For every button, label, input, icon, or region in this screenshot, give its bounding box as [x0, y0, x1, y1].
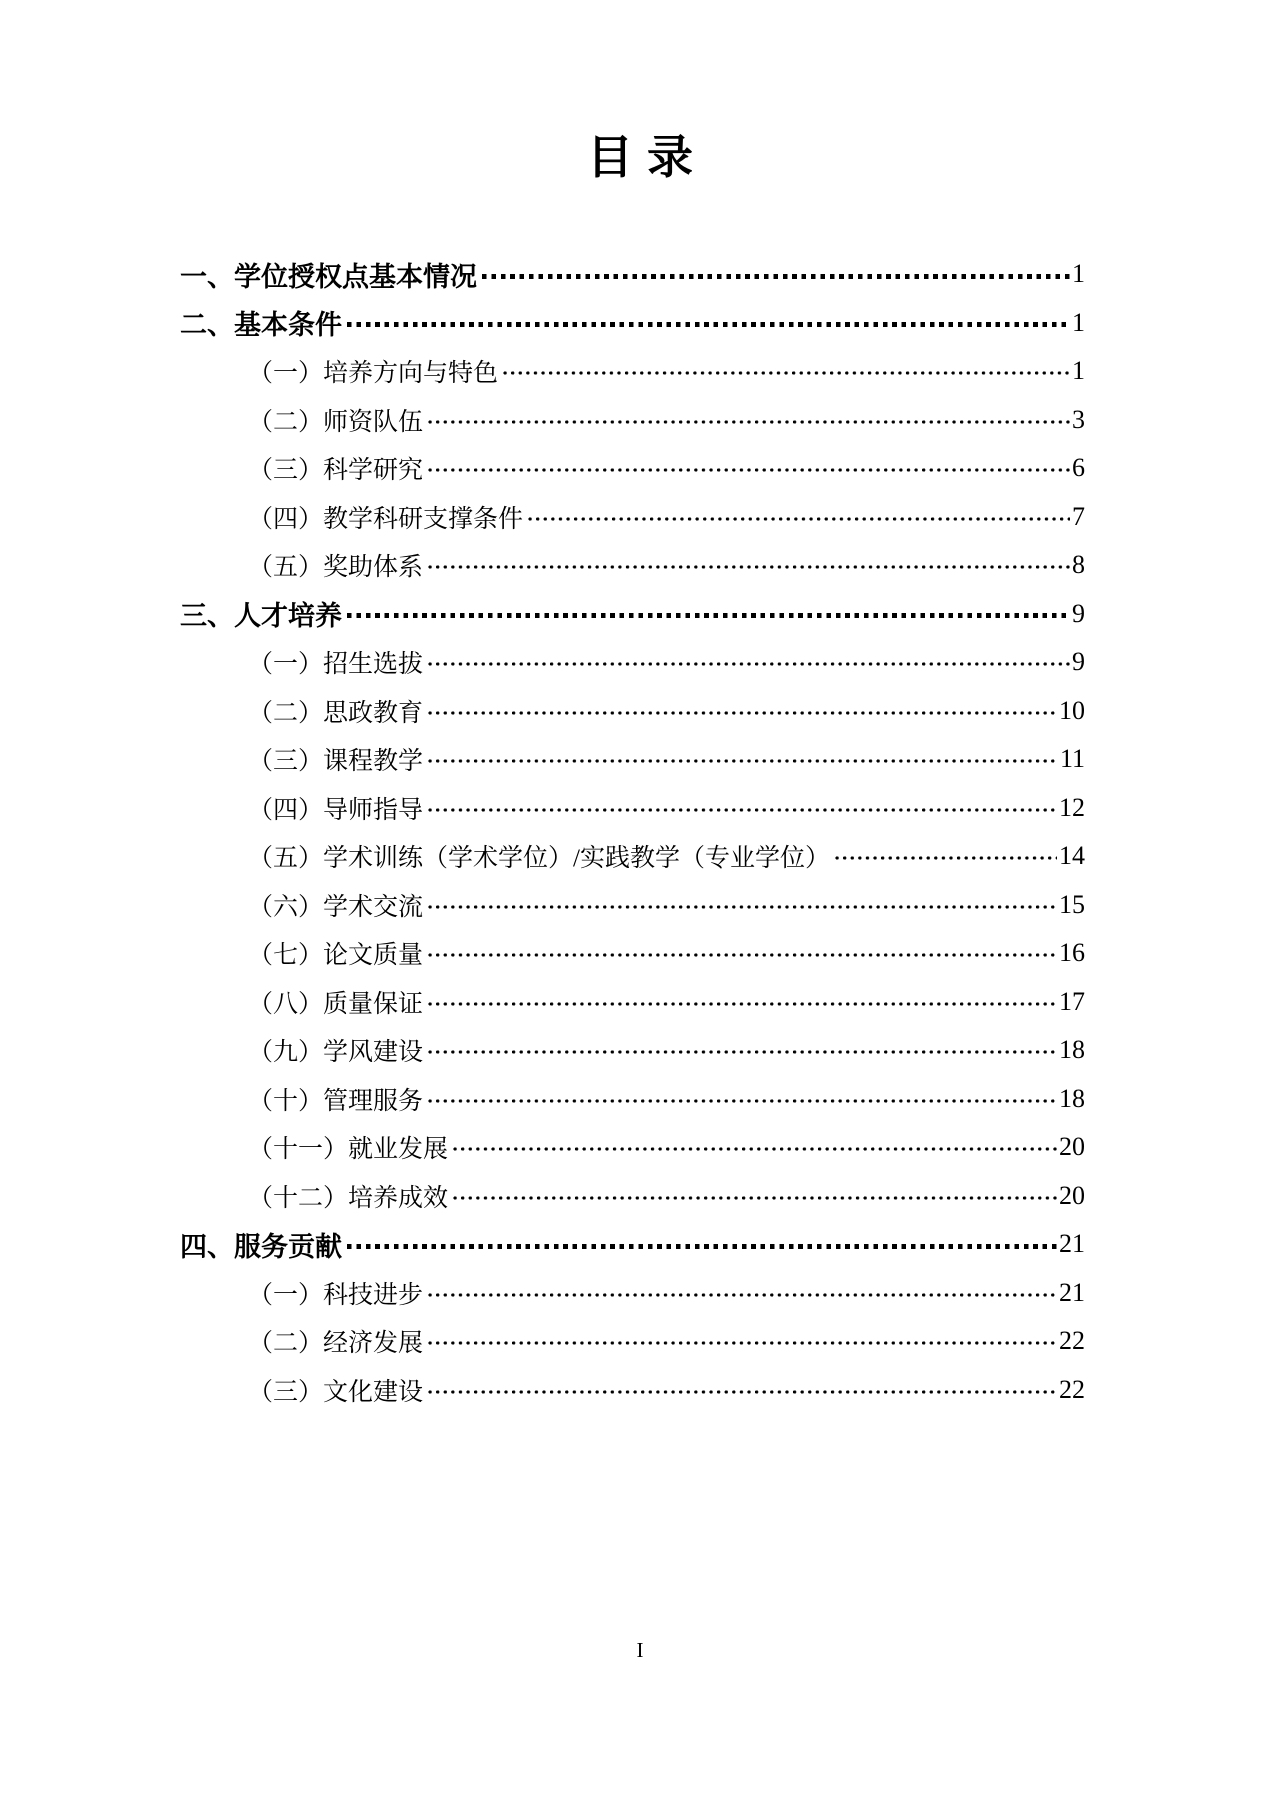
toc-page-number: 12 — [1059, 792, 1085, 822]
toc-row — [180, 1317, 1085, 1366]
toc-page-number: 11 — [1059, 744, 1085, 774]
toc-page-number: 22 — [1059, 1374, 1085, 1404]
dot-leader — [482, 274, 1070, 279]
toc-row — [180, 638, 1085, 687]
toc-page-number: 3 — [1072, 404, 1085, 434]
toc-row — [180, 590, 1085, 639]
toc-row — [180, 687, 1085, 736]
toc-entry-label: （六）学术交流 — [248, 893, 424, 921]
toc-row — [180, 735, 1085, 784]
dot-leader — [347, 1244, 1057, 1249]
toc-entry-label: （四）导师指导 — [248, 796, 424, 824]
toc-entry-label: （九）学风建设 — [248, 1039, 424, 1067]
toc-entry-label: （五）学术训练（学术学位）/实践教学（专业学位） — [248, 845, 830, 873]
dot-leader — [453, 1147, 1057, 1151]
toc-entry-label: 三、人才培养 — [180, 601, 342, 632]
dot-leader — [428, 905, 1057, 909]
toc-page-number: 15 — [1059, 889, 1085, 919]
toc-entry-label: （八）质量保证 — [248, 990, 424, 1018]
toc-row — [180, 299, 1085, 348]
toc-row — [180, 1172, 1085, 1221]
toc-page-number: 18 — [1059, 1083, 1085, 1113]
dot-leader — [347, 322, 1070, 327]
toc-entry-label: （二）经济发展 — [248, 1330, 424, 1358]
dot-leader — [428, 565, 1070, 569]
page-title: 目录 — [587, 131, 707, 183]
dot-leader — [428, 1390, 1057, 1394]
toc-page-number: 1 — [1072, 356, 1085, 386]
toc-row — [180, 1075, 1085, 1124]
toc-page-number: 22 — [1059, 1326, 1085, 1356]
toc-entry-label: （一）招生选拔 — [248, 651, 424, 679]
dot-leader — [528, 517, 1070, 521]
dot-leader — [428, 468, 1070, 472]
toc-entry-label: （五）奖助体系 — [248, 554, 424, 582]
dot-leader — [428, 808, 1057, 812]
toc-row — [180, 1220, 1085, 1269]
dot-leader — [428, 1293, 1057, 1297]
dot-leader — [428, 711, 1057, 715]
toc-page-number: 20 — [1059, 1132, 1085, 1162]
toc-page-number: 1 — [1072, 259, 1085, 289]
toc-row — [180, 832, 1085, 881]
toc-entry-label: （十二）培养成效 — [248, 1184, 449, 1212]
toc-entry-label: 四、服务贡献 — [180, 1231, 342, 1262]
dot-leader — [503, 371, 1070, 375]
toc-entry-label: （一）培养方向与特色 — [248, 360, 499, 388]
toc-row — [180, 396, 1085, 445]
toc-entry-label: （三）科学研究 — [248, 457, 424, 485]
toc-row — [180, 1366, 1085, 1415]
dot-leader — [428, 1050, 1057, 1054]
toc-entry-label: （四）教学科研支撑条件 — [248, 505, 524, 533]
toc-page-number: 21 — [1059, 1277, 1085, 1307]
dot-leader — [428, 953, 1057, 957]
toc-row — [180, 541, 1085, 590]
toc-entry-label: （七）论文质量 — [248, 942, 424, 970]
toc-entry-label: 二、基本条件 — [180, 310, 342, 341]
dot-leader — [428, 1099, 1057, 1103]
toc-entry-label: （一）科技进步 — [248, 1281, 424, 1309]
dot-leader — [835, 856, 1057, 860]
toc-page-number: 14 — [1059, 841, 1085, 871]
toc-row — [180, 1269, 1085, 1318]
dot-leader — [453, 1196, 1057, 1200]
toc-entry-label: 一、学位授权点基本情况 — [180, 261, 477, 292]
dot-leader — [428, 1341, 1057, 1345]
toc-row — [180, 1026, 1085, 1075]
table-of-contents — [180, 250, 1085, 1414]
toc-entry-label: （十一）就业发展 — [248, 1136, 449, 1164]
toc-entry-label: （二）思政教育 — [248, 699, 424, 727]
toc-entry-label: （三）课程教学 — [248, 748, 424, 776]
toc-entry-label: （三）文化建设 — [248, 1378, 424, 1406]
toc-page-number: 9 — [1072, 598, 1085, 628]
toc-page-number: 1 — [1072, 307, 1085, 337]
toc-page-number: 7 — [1072, 501, 1085, 531]
toc-row — [180, 250, 1085, 299]
toc-page-number: 9 — [1072, 647, 1085, 677]
toc-page-number: 20 — [1059, 1180, 1085, 1210]
toc-page-number: 17 — [1059, 986, 1085, 1016]
toc-row — [180, 929, 1085, 978]
toc-page-number: 21 — [1059, 1229, 1085, 1259]
toc-row — [180, 444, 1085, 493]
toc-row — [180, 1123, 1085, 1172]
toc-row — [180, 347, 1085, 396]
toc-page-number: 18 — [1059, 1035, 1085, 1065]
toc-row — [180, 978, 1085, 1027]
toc-row — [180, 881, 1085, 930]
toc-page-number: 8 — [1072, 550, 1085, 580]
toc-row — [180, 784, 1085, 833]
toc-page-number: 6 — [1072, 453, 1085, 483]
dot-leader — [428, 420, 1070, 424]
toc-entry-label: （十）管理服务 — [248, 1087, 424, 1115]
toc-page-number: 10 — [1059, 695, 1085, 725]
footer-page-number: I — [636, 1638, 644, 1662]
toc-row — [180, 493, 1085, 542]
dot-leader — [428, 759, 1058, 763]
dot-leader — [428, 1002, 1057, 1006]
dot-leader — [347, 613, 1070, 618]
toc-page-number: 16 — [1059, 938, 1085, 968]
dot-leader — [428, 662, 1070, 666]
toc-entry-label: （二）师资队伍 — [248, 408, 424, 436]
